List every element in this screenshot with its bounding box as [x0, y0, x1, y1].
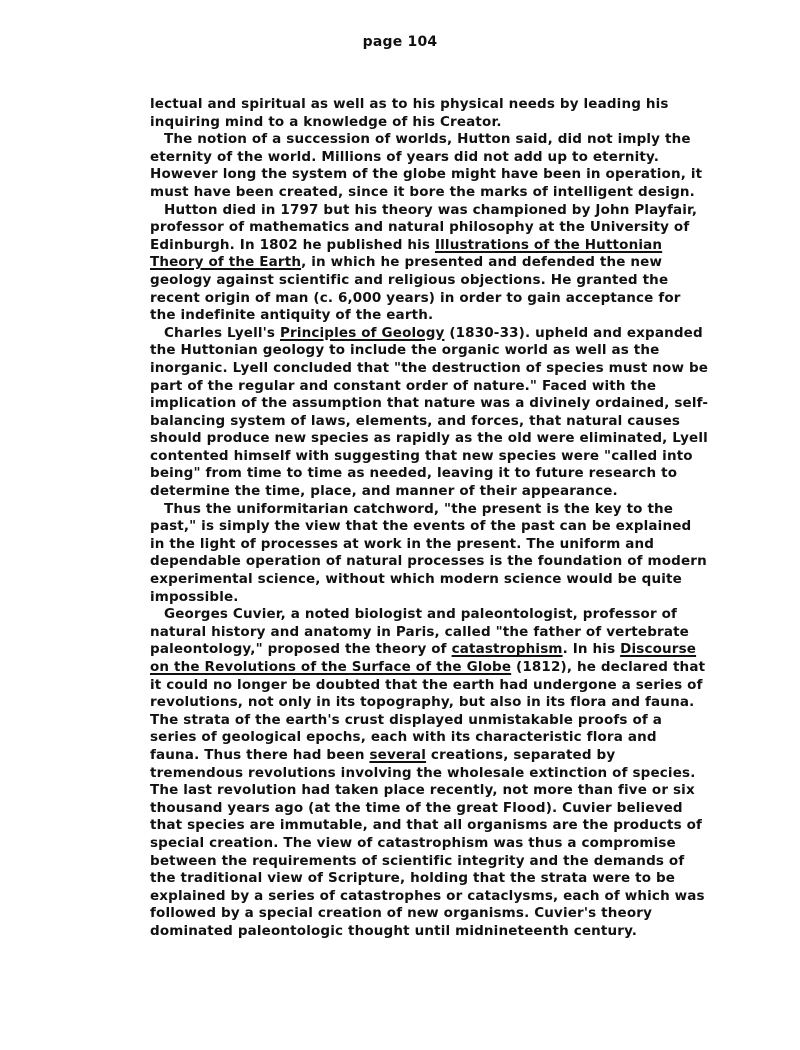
paragraph-5-text: Thus the uniformitarian catchword, "the present is the key to the past," is simply the view that the events of the past can be explained in the light of processes at work in the present. The uniform and dependable operation of natural processes is the foundation of modern experimental science, without which modern science would be quite impossible. [150, 500, 707, 605]
book-title-principles-of-geology: Principles of Geology [279, 324, 445, 341]
paragraph-6-before: Georges Cuvier, a noted biologist and paleontologist, professor of natural history and anatomy in Paris, called "the father of vertebrate paleontology," proposed the theory of [150, 606, 689, 658]
paragraph-6-middle: . In his [562, 641, 621, 658]
paragraph-6-after-2: creations, separated by tremendous revolutions involving the wholesale extinction of species. The last revolution had taken place recently, not more than five or six thousand years ago (at the time of the great Flood). Cuvier believed that species are immutable, and that all organisms are the products of special creation. The view of catastrophism was thus a compromise between the requirements of scientific integrity and the demands of the traditional view of Scripture, holding that the strata were to be explained by a series of catastrophes or cataclysms, each of which was followed by a special creation of new organisms. Cuvier's theory dominated paleontologic thought until midnineteenth century. [150, 746, 705, 939]
document-body [150, 96, 710, 941]
paragraph-4 [150, 325, 710, 501]
paragraph-6 [150, 606, 710, 940]
paragraph-2 [150, 131, 710, 201]
paragraph-1-text: lectual and spiritual as well as to his physical needs by leading his inquiring mind to a knowledge of his Creator. [150, 96, 669, 130]
paragraph-4-after: (1830-33). upheld and expanded the Huttonian geology to include the organic world as well as the inorganic. Lyell concluded that "the destruction of species must now be part of the regular and constant order of nature." Faced with the implication of the assumption that nature was a divinely ordained, self-balancing system of laws, elements, and forces, that natural causes should produce new species as rapidly as the old were eliminated, Lyell contented himself with suggesting that new species were "called into being" from time to time as needed, leaving it to future research to determine the time, place, and manner of their appearance. [150, 324, 709, 500]
paragraph-3-after: , in which he presented and defended the new geology against scientific and religious objections. He granted the recent origin of man (c. 6,000 years) in order to gain acceptance for the indefinite antiquity of the earth. [150, 254, 681, 324]
book-title-illustrations: Illustrations of the Huttonian Theory of the Earth [150, 236, 663, 271]
paragraph-3 [150, 202, 710, 325]
paragraph-5 [150, 501, 710, 607]
paragraph-1 [150, 96, 710, 131]
paragraph-4-before: Charles Lyell's [164, 324, 280, 341]
book-title-discourse: Discourse on the Revolutions of the Surface of the Globe [150, 641, 697, 675]
term-catastrophism: catastrophism [451, 641, 563, 658]
paragraph-6-after-1: (1812), he declared that it could no longer be doubted that the earth had undergone a series of revolutions, not only in its topography, but also in its flora and fauna. The strata of the earth's crust displayed unmistakable proofs of a series of geological epochs, each with its characteristic flora and fauna. Thus there had been [150, 659, 706, 763]
paragraph-2-text: The notion of a succession of worlds, Hutton said, did not imply the eternity of the world. Millions of years did not add up to eternity. However long the system of the globe might have been in operation, it must have been created, since it bore the marks of intelligent design. [150, 131, 703, 200]
page-number: page 104 [362, 34, 438, 50]
paragraph-3-before: Hutton died in 1797 but his theory was championed by John Playfair, professor of mathematics and natural philosophy at the University of Edinburgh. In 1802 he published his [150, 201, 698, 253]
emphasis-several: several [369, 746, 427, 763]
